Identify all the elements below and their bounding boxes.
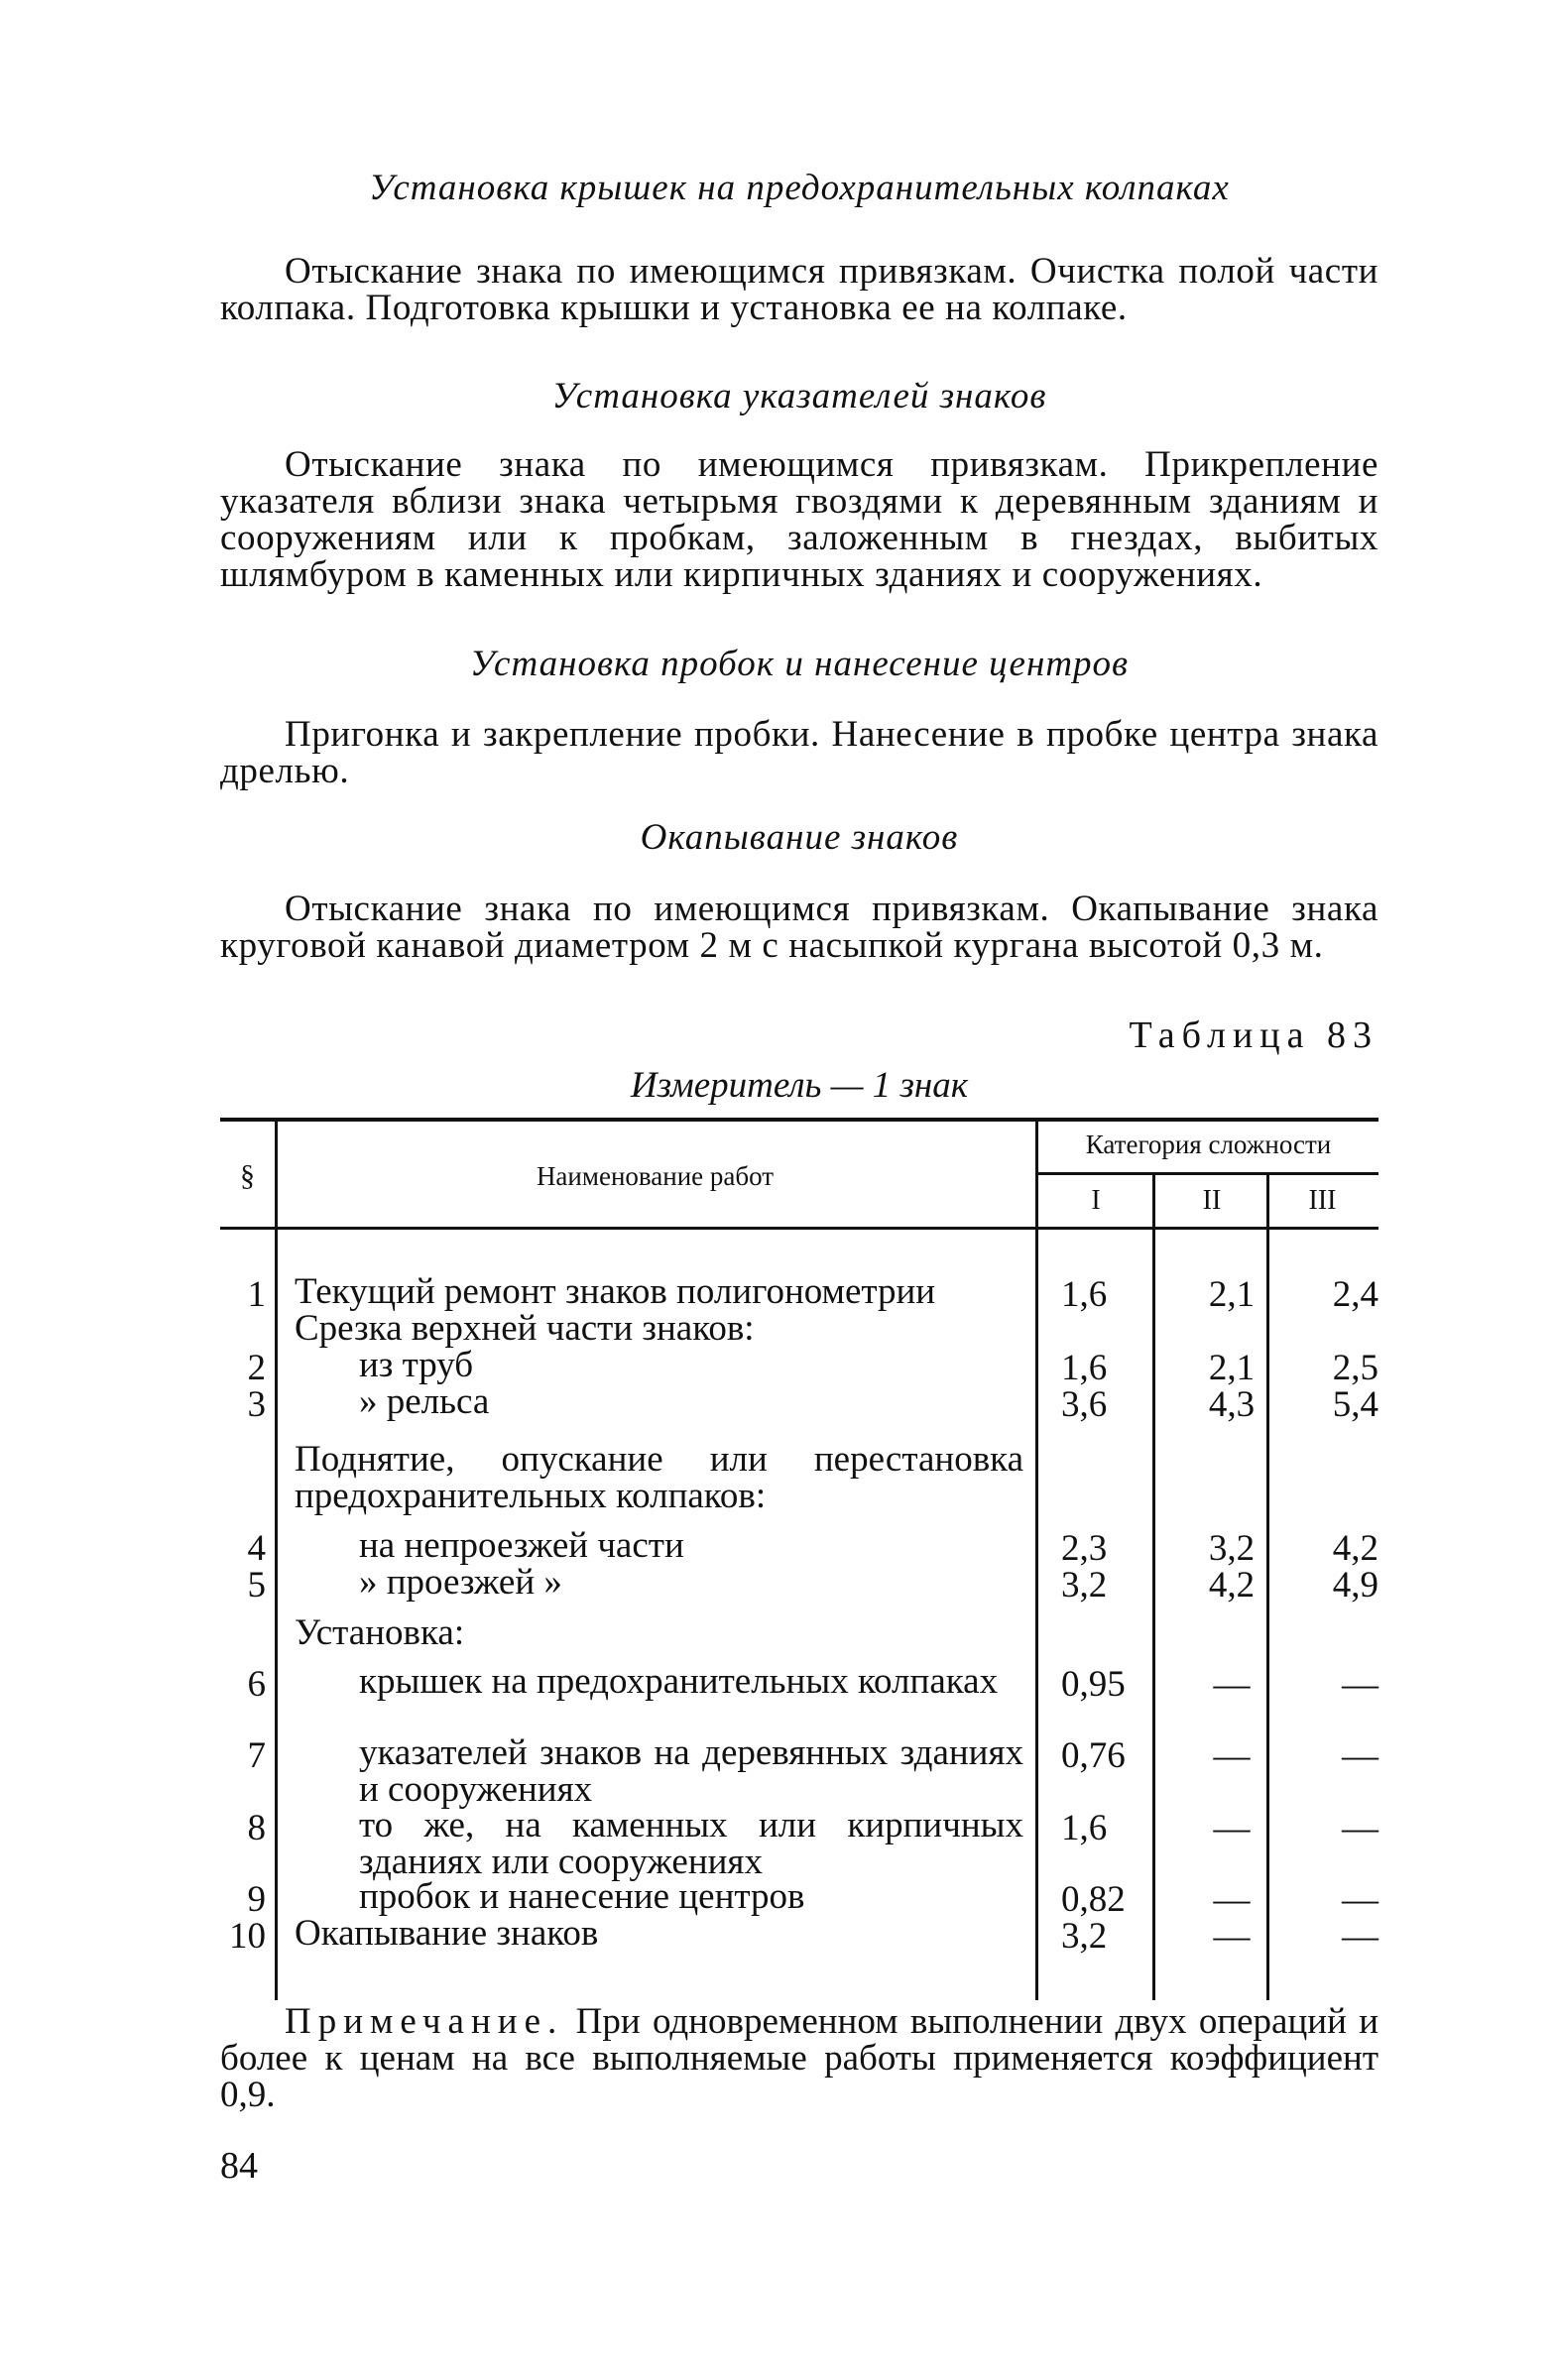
section-heading-caps: Установка крышек на предохранительных колпаках <box>369 168 1230 208</box>
page-number: 84 <box>220 2145 258 2187</box>
section-text-plugs: Пригонка и закрепление пробки. Нанесение в пробке центра знака дрелью. <box>220 714 1378 791</box>
header-category-I: I <box>1091 1185 1101 1216</box>
table-caption: Таблица 83 <box>1129 1014 1378 1056</box>
table-unit: Измеритель — 1 знак <box>630 1065 969 1106</box>
section-text-pointers: Отыскание знака по имеющимся привязкам. Прикрепление указателя вблизи знака четырьмя гвоздями к деревянным зданиям и сооружениям или к пробкам, заложенным в гнездах, выбитых шлямбуром в каменных или кирпичных зданиях и сооружениях. <box>220 444 1378 595</box>
table-note <box>220 2003 1378 2113</box>
column-divider <box>275 1118 278 2000</box>
section-heading-pointers: Установка указателей знаков <box>551 376 1047 416</box>
note-text: При одновременном выполнении двух операций и более к ценам на все выполняемые работы применяется коэффициент 0,9. <box>220 2001 1379 2115</box>
header-category-II: II <box>1202 1185 1222 1216</box>
section-heading-plugs: Установка пробок и нанесение центров <box>469 644 1130 684</box>
table-header-rule <box>220 1227 1378 1230</box>
header-paragraph-sign: § <box>240 1159 255 1192</box>
category-subheader-rule <box>1035 1172 1378 1175</box>
header-category: Категория сложности <box>1085 1130 1332 1159</box>
section-text-trenching: Отыскание знака по имеющимся привязкам. Окапывание знака круговой канавой диаметром 2 м с насыпкой кургана высотой 0,3 м. <box>220 889 1378 966</box>
section-heading-trenching: Окапывание знаков <box>640 817 959 858</box>
header-category-III: III <box>1308 1185 1337 1216</box>
note-label: Примечание. <box>285 2001 564 2042</box>
document-page: Установка крышек на предохранительных колпаках Отыскание знака по имеющимся привязкам. Очистка полой части колпака. Подготовка крышки и установка ее на колпаке. Установка указателей знаков Отыскание знака по имеющимся привязкам. Прикрепление указателя вблизи знака четырьмя гвоздями к деревянным зданиям и сооружениям или к пробкам, заложенным в гнездах, выбитых шлямбуром в каменных или кирпичных зданиях и сооружениях. Установка пробок и нанесение центров Пригонка и закрепление пробки. Нанесение в пробке центра знака дрелью. Окапывание знаков Отыскание знака по имеющимся привязкам. Окапывание знака круговой канавой диаметром 2 м с насыпкой кургана высотой 0,3 м. Таблица 83 Измеритель — 1 знак § Наименование работ Категория сложности I II III 1 Текущий ремонт знаков полигонометрии 1,6 2,1 2,4 Срезка верхней части знаков: 2 из труб 1,6 2,1 2,5 3 » рельса 3,6 4,3 5,4 Поднятие, опускание или перестановка предохранительных колпаков: 4 на непроезжей части 2,3 3,2 4,2 5 » проезжей » 3,2 4,2 4,9 Установка: 6 крышек на предохранительных колпаках 0,95 — — 7 указателей знаков на деревянных зданиях и сооружениях 0,76 — — 8 то же, на каменных или кирпичных зданиях или сооружениях 1,6 — — 9 пробок и нанесение центров 0,82 — — 10 Окапывание знаков 3,2 — — Примечание. При одновременном выполнении двух операций и более к ценам на все выполняемые работы применяется коэффициент 0,9. 84 <box>220 168 1379 2187</box>
table-top-rule <box>220 1118 1378 1122</box>
column-divider <box>1035 1118 1038 2000</box>
header-work-name: Наименование работ <box>536 1161 775 1191</box>
section-text-caps: Отыскание знака по имеющимся привязкам. Очистка полой части колпака. Подготовка крышки и установка ее на колпаке. <box>220 251 1378 328</box>
